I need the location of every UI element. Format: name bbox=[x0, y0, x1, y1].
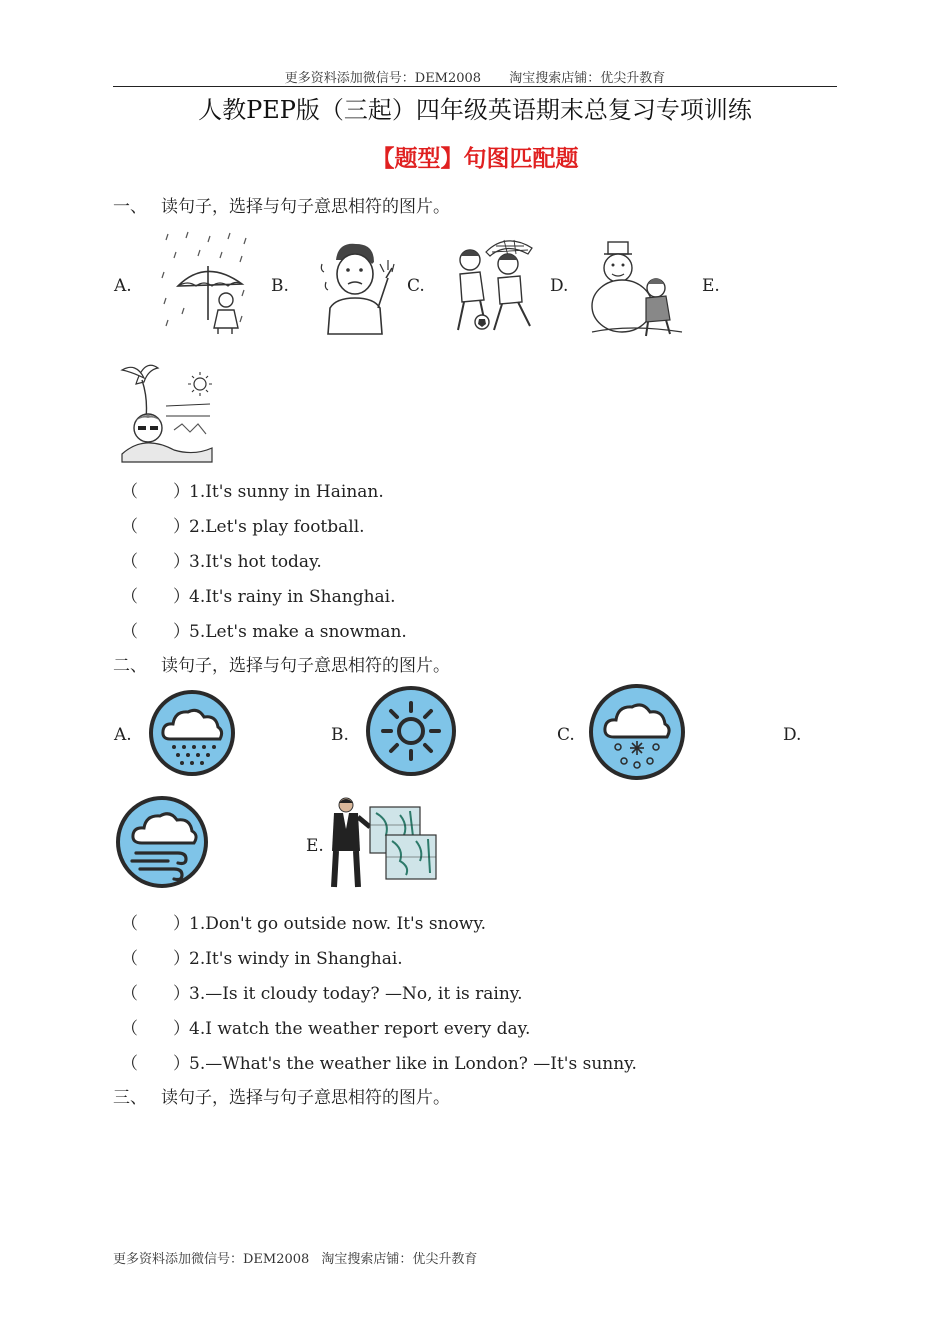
answer-bracket-close: ） bbox=[173, 1054, 190, 1074]
football-players-picture bbox=[446, 234, 542, 336]
wind-cloud-icon bbox=[114, 795, 210, 889]
question-text: 2.It's windy in Shanghai. bbox=[189, 949, 403, 969]
header-wechat: 更多资料添加微信号：DEM2008 bbox=[284, 71, 482, 86]
answer-bracket-close: ） bbox=[173, 1019, 190, 1039]
page-header bbox=[0, 67, 950, 86]
sunny-beach-picture bbox=[114, 358, 216, 462]
s1-option-c-label: C. bbox=[407, 276, 425, 296]
s1-question-4 bbox=[121, 582, 396, 607]
rain-cloud-icon bbox=[148, 689, 236, 777]
answer-bracket-open: （ bbox=[121, 622, 138, 642]
s1-question-3 bbox=[121, 547, 322, 572]
snow-cloud-icon bbox=[588, 683, 686, 781]
answer-bracket-close: ） bbox=[173, 949, 190, 969]
page-subtitle: 【题型】句图匹配题 bbox=[371, 146, 579, 172]
rainy-umbrella-picture bbox=[158, 228, 254, 336]
s2-question-3 bbox=[121, 979, 523, 1004]
section-3-instruction: 读句子，选择与句子意思相符的图片。 bbox=[161, 1088, 450, 1108]
footer-shop: 淘宝搜索店铺：优尖升教育 bbox=[321, 1252, 478, 1267]
s2-option-e-label: E. bbox=[306, 836, 324, 856]
s1-option-d-label: D. bbox=[550, 276, 569, 296]
s2-question-1 bbox=[121, 909, 486, 934]
answer-bracket-open: （ bbox=[121, 587, 138, 607]
section-1-heading bbox=[113, 192, 450, 217]
answer-bracket-close: ） bbox=[173, 552, 190, 572]
question-text: 3.—Is it cloudy today? —No, it is rainy. bbox=[189, 984, 523, 1004]
section-2-number: 二、 bbox=[113, 656, 147, 676]
hot-sweating-boy-picture bbox=[314, 238, 394, 336]
answer-bracket-close: ） bbox=[173, 622, 190, 642]
weather-reporter-picture bbox=[330, 795, 438, 891]
question-text: 2.Let's play football. bbox=[189, 517, 365, 537]
s2-option-b-label: B. bbox=[331, 725, 349, 745]
answer-bracket-open: （ bbox=[121, 914, 138, 934]
section-2-instruction: 读句子，选择与句子意思相符的图片。 bbox=[161, 656, 450, 676]
answer-bracket-open: （ bbox=[121, 949, 138, 969]
s2-question-4 bbox=[121, 1014, 530, 1039]
question-text: 4.I watch the weather report every day. bbox=[189, 1019, 531, 1039]
answer-bracket-open: （ bbox=[121, 517, 138, 537]
header-shop: 淘宝搜索店铺：优尖升教育 bbox=[509, 71, 666, 86]
page-footer bbox=[113, 1248, 489, 1267]
section-1-number: 一、 bbox=[113, 197, 147, 217]
question-text: 1.Don't go outside now. It's snowy. bbox=[189, 914, 487, 934]
s2-option-c-label: C. bbox=[557, 725, 575, 745]
question-text: 4.It's rainy in Shanghai. bbox=[189, 587, 396, 607]
answer-bracket-open: （ bbox=[121, 482, 138, 502]
question-text: 5.—What's the weather like in London? —It's sunny. bbox=[189, 1054, 637, 1074]
s2-option-d-label: D. bbox=[783, 725, 802, 745]
answer-bracket-close: ） bbox=[173, 587, 190, 607]
s2-option-a-label: A. bbox=[114, 725, 132, 745]
header-divider bbox=[113, 86, 837, 87]
answer-bracket-open: （ bbox=[121, 984, 138, 1004]
snowman-picture bbox=[590, 236, 686, 338]
s2-question-2 bbox=[121, 944, 403, 969]
s1-option-a-label: A. bbox=[114, 276, 132, 296]
section-2-heading bbox=[113, 651, 450, 676]
s1-option-b-label: B. bbox=[271, 276, 289, 296]
question-text: 5.Let's make a snowman. bbox=[189, 622, 407, 642]
question-text: 3.It's hot today. bbox=[189, 552, 322, 572]
answer-bracket-close: ） bbox=[173, 914, 190, 934]
answer-bracket-close: ） bbox=[173, 984, 190, 1004]
footer-wechat: 更多资料添加微信号：DEM2008 bbox=[113, 1252, 310, 1267]
section-3-heading bbox=[113, 1083, 450, 1108]
answer-bracket-open: （ bbox=[121, 1054, 138, 1074]
section-3-number: 三、 bbox=[113, 1088, 147, 1108]
s1-option-e-label: E. bbox=[702, 276, 720, 296]
answer-bracket-open: （ bbox=[121, 1019, 138, 1039]
answer-bracket-close: ） bbox=[173, 482, 190, 502]
question-text: 1.It's sunny in Hainan. bbox=[189, 482, 384, 502]
s1-question-1 bbox=[121, 477, 384, 502]
s1-question-5 bbox=[121, 617, 407, 642]
section-1-instruction: 读句子，选择与句子意思相符的图片。 bbox=[161, 197, 450, 217]
answer-bracket-open: （ bbox=[121, 552, 138, 572]
page-title: 人教PEP版（三起）四年级英语期末总复习专项训练 bbox=[198, 96, 752, 124]
answer-bracket-close: ） bbox=[173, 517, 190, 537]
sun-icon bbox=[365, 685, 457, 777]
s2-question-5 bbox=[121, 1049, 637, 1074]
s1-question-2 bbox=[121, 512, 365, 537]
